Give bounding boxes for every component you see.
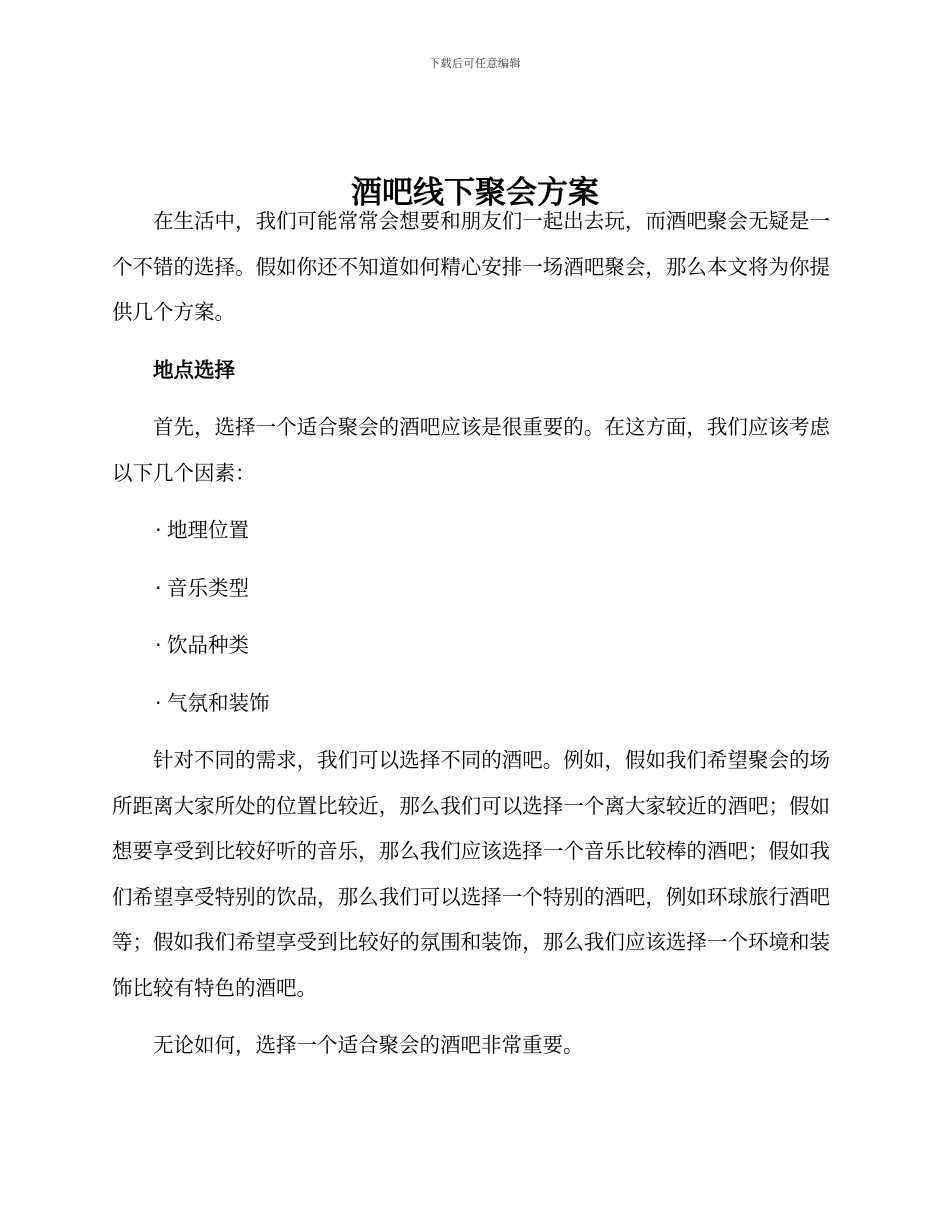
location-detail-paragraph: 针对不同的需求，我们可以选择不同的酒吧。例如，假如我们希望聚会的场所距离大家所处的位置比较近，那么我们可以选择一个离大家较近的酒吧；假如想要享受到比较好听的音乐，那么我们应该选择一个音乐比较棒的酒吧；假如我们希望享受特别的饮品，那么我们可以选择一个特别的酒吧，例如环球旅行酒吧等；假如我们希望享受到比较好的氛围和装饰，那么我们应该选择一个环境和装饰比较有特色的酒吧。: [112, 748, 830, 1000]
header-note: 下载后可任意编辑: [429, 57, 521, 70]
bullet-icon: ·: [155, 575, 162, 600]
intro-paragraph: 在生活中，我们可能常常会想要和朋友们一起出去玩，而酒吧聚会无疑是一个不错的选择。假如你还不知道如何精心安排一场酒吧聚会，那么本文将为你提供几个方案。: [112, 209, 830, 324]
bullet-icon: ·: [155, 633, 162, 657]
factor-label: 气氛和装饰: [167, 690, 270, 715]
section-heading-location: 地点选择: [153, 357, 235, 382]
list-item: [112, 623, 830, 669]
list-item: [112, 508, 830, 554]
page-title: 酒吧线下聚会方案: [351, 174, 599, 211]
location-lead-paragraph: 首先，选择一个适合聚会的酒吧应该是很重要的。在这方面，我们应该考虑以下几个因素：: [112, 415, 830, 485]
document-body: [112, 199, 830, 1069]
factor-label: 音乐类型: [167, 575, 249, 600]
factor-list: [112, 508, 830, 726]
location-conclusion-paragraph: 无论如何，选择一个适合聚会的酒吧非常重要。: [153, 1033, 584, 1057]
factor-label: 饮品种类: [167, 633, 249, 657]
bullet-icon: ·: [155, 690, 162, 715]
list-item: [112, 566, 830, 612]
list-item: [112, 681, 830, 727]
bullet-icon: ·: [155, 518, 162, 542]
factor-label: 地理位置: [167, 518, 249, 542]
